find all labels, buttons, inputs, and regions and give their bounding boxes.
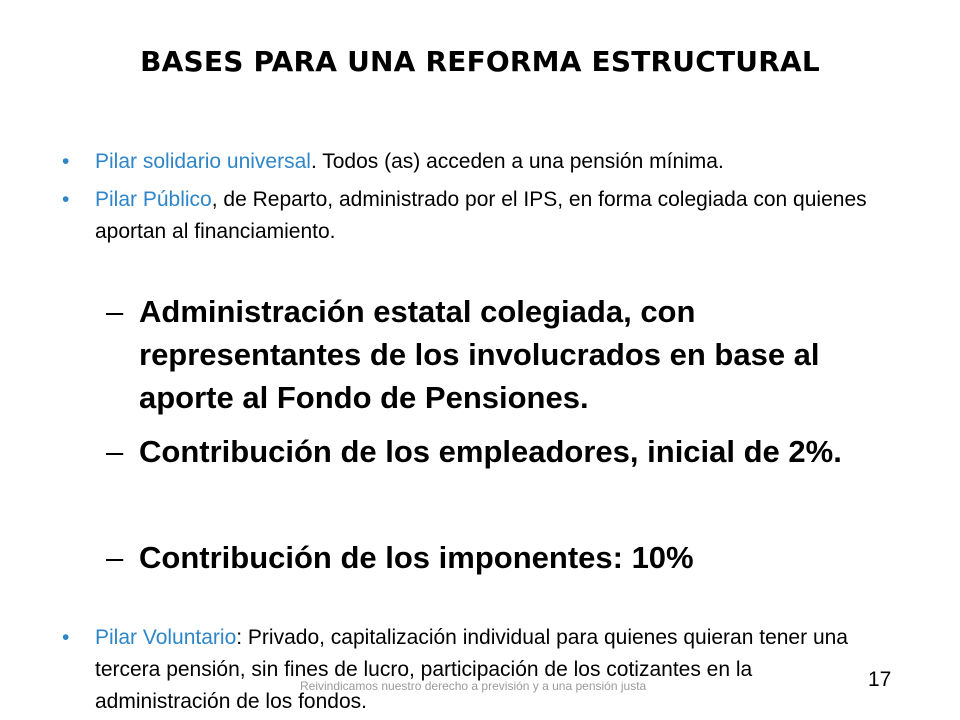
bullet-marker: •: [62, 188, 70, 211]
bullet-marker: •: [62, 150, 70, 173]
bullet-marker: •: [62, 626, 70, 649]
sub-item-marker: –: [106, 540, 124, 575]
bullet-text: [95, 622, 892, 718]
page-number: 17: [868, 668, 892, 691]
bullet-body: . Todos (as) acceden a una pensión mínima.: [310, 150, 724, 173]
sub-item-marker: –: [106, 434, 124, 469]
slide-title: BASES PARA UNA REFORMA ESTRUCTURAL: [140, 45, 820, 78]
bullet-body: , de Reparto, administrado por el IPS, en forma colegiada con quienes aportan al financiamiento.: [95, 188, 867, 243]
bullet-text: [95, 184, 892, 248]
sub-item-marker: –: [106, 294, 124, 329]
bullet-text: [95, 146, 892, 178]
slide-footer: Reivindicamos nuestro derecho a previsión y a una pensión justa: [300, 679, 647, 693]
bullet-highlight: Pilar Voluntario: [95, 626, 237, 649]
bullet-highlight: Pilar solidario universal: [95, 150, 311, 173]
sub-item-text: Administración estatal colegiada, con representantes de los involucrados en base al aporte al Fondo de Pensiones.: [139, 294, 820, 415]
bullet-body: : Privado, capitalización individual para quienes quieran tener una tercera pensión, sin fines de lucro, participación de los cotizantes en la administración de los fondos.: [95, 626, 848, 713]
sub-item-text: Contribución de los empleadores, inicial de 2%.: [139, 434, 842, 469]
sub-item-text: Contribución de los imponentes: 10%: [139, 540, 694, 575]
bullet-highlight: Pilar Público: [95, 188, 212, 211]
